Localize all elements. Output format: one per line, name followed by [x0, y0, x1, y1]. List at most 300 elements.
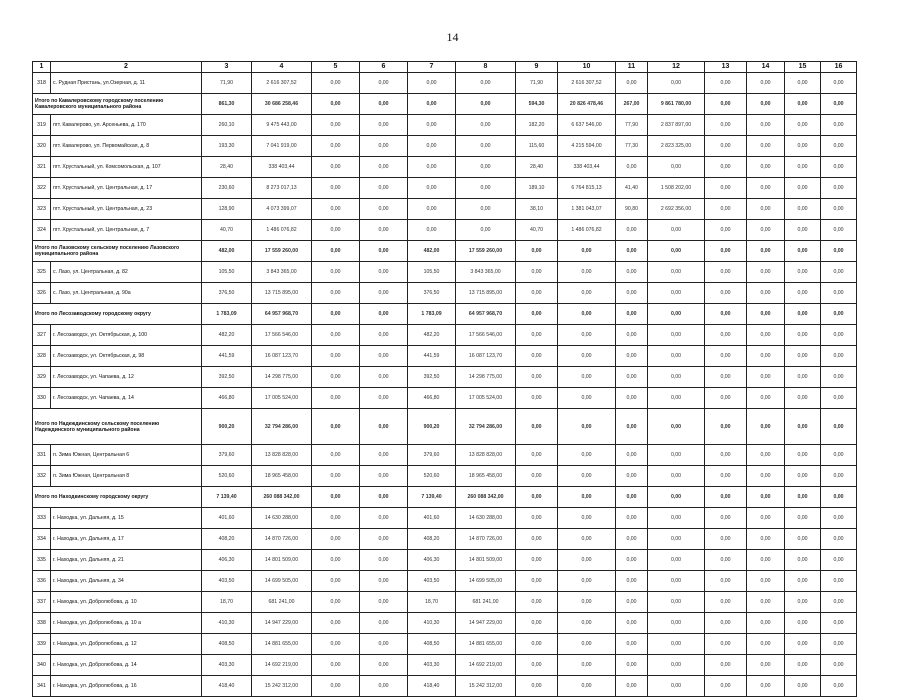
value-cell: 0,00 — [705, 325, 747, 346]
value-cell: 0,00 — [558, 529, 616, 550]
value-cell: 14 801 509,00 — [252, 550, 312, 571]
value-cell: 260 088 342,00 — [252, 487, 312, 508]
value-cell: 13 715 895,00 — [252, 283, 312, 304]
value-cell: 0,00 — [648, 283, 705, 304]
value-cell: 18 965 458,00 — [252, 466, 312, 487]
table-row — [33, 283, 857, 304]
value-cell: 0,00 — [312, 304, 360, 325]
value-cell: 0,00 — [616, 157, 648, 178]
value-cell: 0,00 — [747, 466, 785, 487]
value-cell: 0,00 — [558, 634, 616, 655]
value-cell: 0,00 — [785, 304, 821, 325]
value-cell: 0,00 — [360, 115, 408, 136]
value-cell: 0,00 — [312, 445, 360, 466]
value-cell: 128,90 — [202, 199, 252, 220]
value-cell: 2 616 307,52 — [252, 73, 312, 94]
subtotal-label: Итого по Кавалеровскому городскому поселению Кавалеровского муниципального района — [33, 94, 202, 115]
value-cell: 0,00 — [705, 136, 747, 157]
value-cell: 1 508 202,00 — [648, 178, 705, 199]
value-cell: 0,00 — [312, 220, 360, 241]
value-cell: 0,00 — [821, 367, 857, 388]
value-cell: 0,00 — [747, 136, 785, 157]
value-cell: 0,00 — [821, 283, 857, 304]
value-cell: 0,00 — [785, 325, 821, 346]
value-cell: 0,00 — [747, 199, 785, 220]
table-row — [33, 655, 857, 676]
value-cell: 403,50 — [202, 571, 252, 592]
value-cell: 0,00 — [821, 508, 857, 529]
value-cell: 0,00 — [558, 445, 616, 466]
value-cell: 0,00 — [705, 304, 747, 325]
value-cell: 0,00 — [705, 466, 747, 487]
value-cell: 0,00 — [821, 466, 857, 487]
value-cell: 0,00 — [616, 346, 648, 367]
value-cell: 0,00 — [360, 592, 408, 613]
value-cell: 0,00 — [821, 550, 857, 571]
value-cell: 0,00 — [705, 571, 747, 592]
value-cell: 0,00 — [616, 73, 648, 94]
value-cell: 14 692 219,00 — [252, 655, 312, 676]
value-cell: 0,00 — [705, 634, 747, 655]
row-number: 321 — [33, 157, 51, 178]
value-cell: 0,00 — [558, 388, 616, 409]
value-cell: 0,00 — [408, 199, 456, 220]
value-cell: 0,00 — [747, 388, 785, 409]
value-cell: 0,00 — [360, 487, 408, 508]
value-cell: 0,00 — [616, 655, 648, 676]
value-cell: 0,00 — [821, 178, 857, 199]
address-cell: г. Находка, ул. Добролюбова, д. 16 — [51, 676, 202, 697]
value-cell: 0,00 — [360, 655, 408, 676]
value-cell: 0,00 — [360, 178, 408, 199]
value-cell: 900,20 — [408, 409, 456, 445]
value-cell: 681 241,00 — [252, 592, 312, 613]
value-cell: 0,00 — [747, 178, 785, 199]
value-cell: 0,00 — [648, 571, 705, 592]
value-cell: 77,90 — [616, 115, 648, 136]
value-cell: 0,00 — [747, 592, 785, 613]
value-cell: 0,00 — [360, 571, 408, 592]
value-cell: 14 881 655,00 — [456, 634, 516, 655]
address-cell: г. Находка, ул. Добролюбова, д. 10 а — [51, 613, 202, 634]
table-row — [33, 178, 857, 199]
value-cell: 0,00 — [648, 613, 705, 634]
row-number: 324 — [33, 220, 51, 241]
value-cell: 0,00 — [312, 199, 360, 220]
value-cell: 379,60 — [408, 445, 456, 466]
value-cell: 0,00 — [516, 283, 558, 304]
value-cell: 16 087 123,70 — [456, 346, 516, 367]
value-cell: 0,00 — [312, 325, 360, 346]
value-cell: 17 005 524,00 — [456, 388, 516, 409]
column-header: 1 — [33, 62, 51, 73]
value-cell: 0,00 — [516, 550, 558, 571]
value-cell: 408,50 — [408, 634, 456, 655]
value-cell: 0,00 — [821, 325, 857, 346]
address-cell: п. Зима Южная, Центральная 8 — [51, 466, 202, 487]
value-cell: 0,00 — [360, 550, 408, 571]
value-cell: 4 073 399,07 — [252, 199, 312, 220]
value-cell: 0,00 — [360, 445, 408, 466]
value-cell: 0,00 — [558, 325, 616, 346]
subtotal-label: Итого по Надеждинскому сельскому поселению Надеждинского муниципального района — [33, 409, 202, 445]
value-cell: 0,00 — [616, 487, 648, 508]
address-cell: пгт. Хрустальный, ул. Центральная, д. 17 — [51, 178, 202, 199]
value-cell: 0,00 — [616, 304, 648, 325]
row-number: 329 — [33, 367, 51, 388]
table-row — [33, 613, 857, 634]
address-cell: г. Лесозаводск, ул. Октябрьская, д. 100 — [51, 325, 202, 346]
value-cell: 0,00 — [312, 157, 360, 178]
row-number: 327 — [33, 325, 51, 346]
value-cell: 0,00 — [616, 550, 648, 571]
value-cell: 13 715 895,00 — [456, 283, 516, 304]
value-cell: 1 381 043,07 — [558, 199, 616, 220]
value-cell: 0,00 — [648, 466, 705, 487]
value-cell: 410,30 — [202, 613, 252, 634]
value-cell: 0,00 — [408, 115, 456, 136]
value-cell: 64 957 968,70 — [456, 304, 516, 325]
column-header: 8 — [456, 62, 516, 73]
value-cell: 0,00 — [747, 487, 785, 508]
value-cell: 0,00 — [648, 508, 705, 529]
value-cell: 0,00 — [516, 487, 558, 508]
value-cell: 0,00 — [558, 283, 616, 304]
value-cell: 0,00 — [516, 388, 558, 409]
value-cell: 0,00 — [785, 199, 821, 220]
value-cell: 182,20 — [516, 115, 558, 136]
value-cell: 0,00 — [747, 94, 785, 115]
value-cell: 0,00 — [312, 283, 360, 304]
value-cell: 14 881 655,00 — [252, 634, 312, 655]
value-cell: 9 475 443,00 — [252, 115, 312, 136]
value-cell: 0,00 — [648, 634, 705, 655]
value-cell: 0,00 — [785, 346, 821, 367]
value-cell: 0,00 — [648, 445, 705, 466]
value-cell: 7 139,40 — [408, 487, 456, 508]
value-cell: 0,00 — [516, 508, 558, 529]
value-cell: 0,00 — [558, 571, 616, 592]
value-cell: 0,00 — [747, 367, 785, 388]
header-row — [33, 62, 857, 73]
value-cell: 0,00 — [558, 262, 616, 283]
value-cell: 0,00 — [456, 73, 516, 94]
value-cell: 0,00 — [616, 241, 648, 262]
value-cell: 0,00 — [312, 550, 360, 571]
value-cell: 32 794 286,00 — [456, 409, 516, 445]
address-cell: г. Находка, ул. Добролюбова, д. 10 — [51, 592, 202, 613]
column-header: 9 — [516, 62, 558, 73]
value-cell: 0,00 — [312, 487, 360, 508]
value-cell: 0,00 — [360, 634, 408, 655]
value-cell: 0,00 — [648, 262, 705, 283]
value-cell: 17 005 524,00 — [252, 388, 312, 409]
column-header: 4 — [252, 62, 312, 73]
value-cell: 0,00 — [312, 634, 360, 655]
value-cell: 17 566 546,00 — [456, 325, 516, 346]
column-header: 13 — [705, 62, 747, 73]
value-cell: 408,50 — [202, 634, 252, 655]
value-cell: 14 947 229,00 — [252, 613, 312, 634]
value-cell: 0,00 — [747, 262, 785, 283]
value-cell: 0,00 — [785, 157, 821, 178]
value-cell: 681 241,00 — [456, 592, 516, 613]
value-cell: 0,00 — [821, 445, 857, 466]
value-cell: 0,00 — [312, 613, 360, 634]
value-cell: 14 630 288,00 — [456, 508, 516, 529]
row-number: 326 — [33, 283, 51, 304]
value-cell: 0,00 — [648, 409, 705, 445]
value-cell: 40,70 — [516, 220, 558, 241]
value-cell: 14 870 726,00 — [252, 529, 312, 550]
value-cell: 0,00 — [648, 676, 705, 697]
value-cell: 0,00 — [456, 220, 516, 241]
address-cell: пгт. Хрустальный, ул. Центральная, д. 7 — [51, 220, 202, 241]
value-cell: 0,00 — [516, 325, 558, 346]
value-cell: 0,00 — [821, 115, 857, 136]
value-cell: 0,00 — [360, 262, 408, 283]
value-cell: 376,50 — [202, 283, 252, 304]
value-cell: 0,00 — [408, 73, 456, 94]
value-cell: 0,00 — [648, 529, 705, 550]
table-row — [33, 220, 857, 241]
value-cell: 0,00 — [705, 220, 747, 241]
table-row — [33, 136, 857, 157]
value-cell: 0,00 — [516, 529, 558, 550]
value-cell: 401,60 — [408, 508, 456, 529]
value-cell: 0,00 — [616, 367, 648, 388]
row-number: 332 — [33, 466, 51, 487]
value-cell: 0,00 — [558, 409, 616, 445]
value-cell: 338 403,44 — [558, 157, 616, 178]
value-cell: 0,00 — [616, 445, 648, 466]
value-cell: 0,00 — [312, 655, 360, 676]
value-cell: 0,00 — [360, 613, 408, 634]
value-cell: 0,00 — [456, 115, 516, 136]
value-cell: 466,80 — [202, 388, 252, 409]
value-cell: 0,00 — [648, 550, 705, 571]
value-cell: 0,00 — [516, 445, 558, 466]
value-cell: 0,00 — [648, 241, 705, 262]
value-cell: 0,00 — [456, 199, 516, 220]
value-cell: 0,00 — [821, 409, 857, 445]
value-cell: 14 801 509,00 — [456, 550, 516, 571]
value-cell: 14 692 219,00 — [456, 655, 516, 676]
value-cell: 0,00 — [516, 676, 558, 697]
value-cell: 0,00 — [705, 592, 747, 613]
value-cell: 0,00 — [360, 346, 408, 367]
row-number: 328 — [33, 346, 51, 367]
value-cell: 0,00 — [312, 178, 360, 199]
value-cell: 0,00 — [616, 676, 648, 697]
value-cell: 900,20 — [202, 409, 252, 445]
value-cell: 0,00 — [558, 487, 616, 508]
value-cell: 0,00 — [558, 466, 616, 487]
value-cell: 0,00 — [747, 676, 785, 697]
value-cell: 0,00 — [360, 388, 408, 409]
value-cell: 0,00 — [747, 73, 785, 94]
column-header: 3 — [202, 62, 252, 73]
value-cell: 0,00 — [785, 220, 821, 241]
address-cell: с. Рудная Пристань, ул.Озерная, д. 11 — [51, 73, 202, 94]
row-number: 335 — [33, 550, 51, 571]
value-cell: 14 699 505,00 — [252, 571, 312, 592]
value-cell: 0,00 — [516, 409, 558, 445]
value-cell: 0,00 — [648, 73, 705, 94]
value-cell: 38,10 — [516, 199, 558, 220]
value-cell: 0,00 — [516, 346, 558, 367]
value-cell: 0,00 — [360, 529, 408, 550]
value-cell: 0,00 — [747, 508, 785, 529]
value-cell: 13 828 828,00 — [456, 445, 516, 466]
value-cell: 0,00 — [705, 613, 747, 634]
value-cell: 0,00 — [821, 676, 857, 697]
value-cell: 0,00 — [360, 508, 408, 529]
value-cell: 0,00 — [785, 445, 821, 466]
value-cell: 0,00 — [785, 529, 821, 550]
value-cell: 0,00 — [747, 304, 785, 325]
value-cell: 0,00 — [821, 346, 857, 367]
column-header: 14 — [747, 62, 785, 73]
value-cell: 0,00 — [558, 508, 616, 529]
value-cell: 0,00 — [648, 367, 705, 388]
address-cell: г. Находка, ул. Добролюбова, д. 12 — [51, 634, 202, 655]
value-cell: 0,00 — [705, 178, 747, 199]
value-cell: 0,00 — [408, 220, 456, 241]
value-cell: 0,00 — [360, 136, 408, 157]
value-cell: 0,00 — [705, 550, 747, 571]
value-cell: 0,00 — [456, 94, 516, 115]
value-cell: 1 486 076,82 — [252, 220, 312, 241]
value-cell: 0,00 — [558, 241, 616, 262]
value-cell: 0,00 — [516, 613, 558, 634]
value-cell: 0,00 — [616, 508, 648, 529]
value-cell: 0,00 — [360, 73, 408, 94]
column-header: 7 — [408, 62, 456, 73]
row-number: 339 — [33, 634, 51, 655]
value-cell: 0,00 — [312, 388, 360, 409]
value-cell: 260,10 — [202, 115, 252, 136]
value-cell: 14 298 775,00 — [456, 367, 516, 388]
value-cell: 14 947 229,00 — [456, 613, 516, 634]
value-cell: 0,00 — [821, 199, 857, 220]
value-cell: 0,00 — [312, 466, 360, 487]
value-cell: 0,00 — [360, 94, 408, 115]
value-cell: 408,20 — [202, 529, 252, 550]
table-row — [33, 634, 857, 655]
value-cell: 0,00 — [616, 529, 648, 550]
value-cell: 0,00 — [516, 304, 558, 325]
value-cell: 260 088 342,00 — [456, 487, 516, 508]
value-cell: 14 298 775,00 — [252, 367, 312, 388]
row-number: 334 — [33, 529, 51, 550]
value-cell: 0,00 — [558, 655, 616, 676]
row-number: 340 — [33, 655, 51, 676]
value-cell: 77,30 — [616, 136, 648, 157]
column-header: 11 — [616, 62, 648, 73]
table-row — [33, 73, 857, 94]
address-cell: г. Находка, ул. Дальняя, д. 17 — [51, 529, 202, 550]
value-cell: 376,50 — [408, 283, 456, 304]
value-cell: 0,00 — [705, 487, 747, 508]
value-cell: 0,00 — [360, 199, 408, 220]
value-cell: 0,00 — [785, 592, 821, 613]
value-cell: 0,00 — [705, 529, 747, 550]
value-cell: 0,00 — [558, 550, 616, 571]
value-cell: 0,00 — [705, 262, 747, 283]
value-cell: 0,00 — [785, 550, 821, 571]
value-cell: 482,20 — [408, 325, 456, 346]
value-cell: 0,00 — [616, 634, 648, 655]
value-cell: 3 843 365,00 — [252, 262, 312, 283]
value-cell: 0,00 — [456, 178, 516, 199]
value-cell: 0,00 — [312, 367, 360, 388]
value-cell: 410,30 — [408, 613, 456, 634]
value-cell: 0,00 — [616, 283, 648, 304]
value-cell: 0,00 — [785, 466, 821, 487]
value-cell: 0,00 — [747, 157, 785, 178]
value-cell: 0,00 — [785, 508, 821, 529]
value-cell: 0,00 — [747, 655, 785, 676]
value-cell: 0,00 — [360, 304, 408, 325]
value-cell: 0,00 — [408, 178, 456, 199]
value-cell: 338 403,44 — [252, 157, 312, 178]
value-cell: 392,50 — [202, 367, 252, 388]
table-row — [33, 571, 857, 592]
value-cell: 0,00 — [360, 220, 408, 241]
value-cell: 0,00 — [705, 283, 747, 304]
value-cell: 0,00 — [821, 634, 857, 655]
value-cell: 189,10 — [516, 178, 558, 199]
table-row — [33, 529, 857, 550]
value-cell: 7 139,40 — [202, 487, 252, 508]
value-cell: 0,00 — [456, 157, 516, 178]
value-cell: 9 861 780,00 — [648, 94, 705, 115]
page-number: 14 — [446, 30, 459, 44]
value-cell: 0,00 — [312, 262, 360, 283]
value-cell: 105,50 — [408, 262, 456, 283]
value-cell: 115,60 — [516, 136, 558, 157]
value-cell: 0,00 — [616, 220, 648, 241]
column-header: 16 — [821, 62, 857, 73]
value-cell: 0,00 — [648, 325, 705, 346]
table-row — [33, 388, 857, 409]
column-header: 15 — [785, 62, 821, 73]
value-cell: 0,00 — [360, 325, 408, 346]
value-cell: 0,00 — [312, 94, 360, 115]
value-cell: 0,00 — [408, 136, 456, 157]
column-header: 2 — [51, 62, 202, 73]
value-cell: 0,00 — [312, 346, 360, 367]
table-row — [33, 550, 857, 571]
value-cell: 0,00 — [821, 262, 857, 283]
value-cell: 0,00 — [360, 283, 408, 304]
value-cell: 0,00 — [360, 466, 408, 487]
value-cell: 105,50 — [202, 262, 252, 283]
address-cell: г. Находка, ул. Добролюбова, д. 14 — [51, 655, 202, 676]
table-row — [33, 592, 857, 613]
value-cell: 8 273 017,13 — [252, 178, 312, 199]
value-cell: 0,00 — [516, 466, 558, 487]
value-cell: 0,00 — [821, 655, 857, 676]
table-row — [33, 262, 857, 283]
value-cell: 408,20 — [408, 529, 456, 550]
address-cell: г. Лесозаводск, ул. Чапаева, д. 12 — [51, 367, 202, 388]
value-cell: 4 215 594,00 — [558, 136, 616, 157]
value-cell: 0,00 — [408, 94, 456, 115]
column-header: 10 — [558, 62, 616, 73]
value-cell: 0,00 — [516, 571, 558, 592]
